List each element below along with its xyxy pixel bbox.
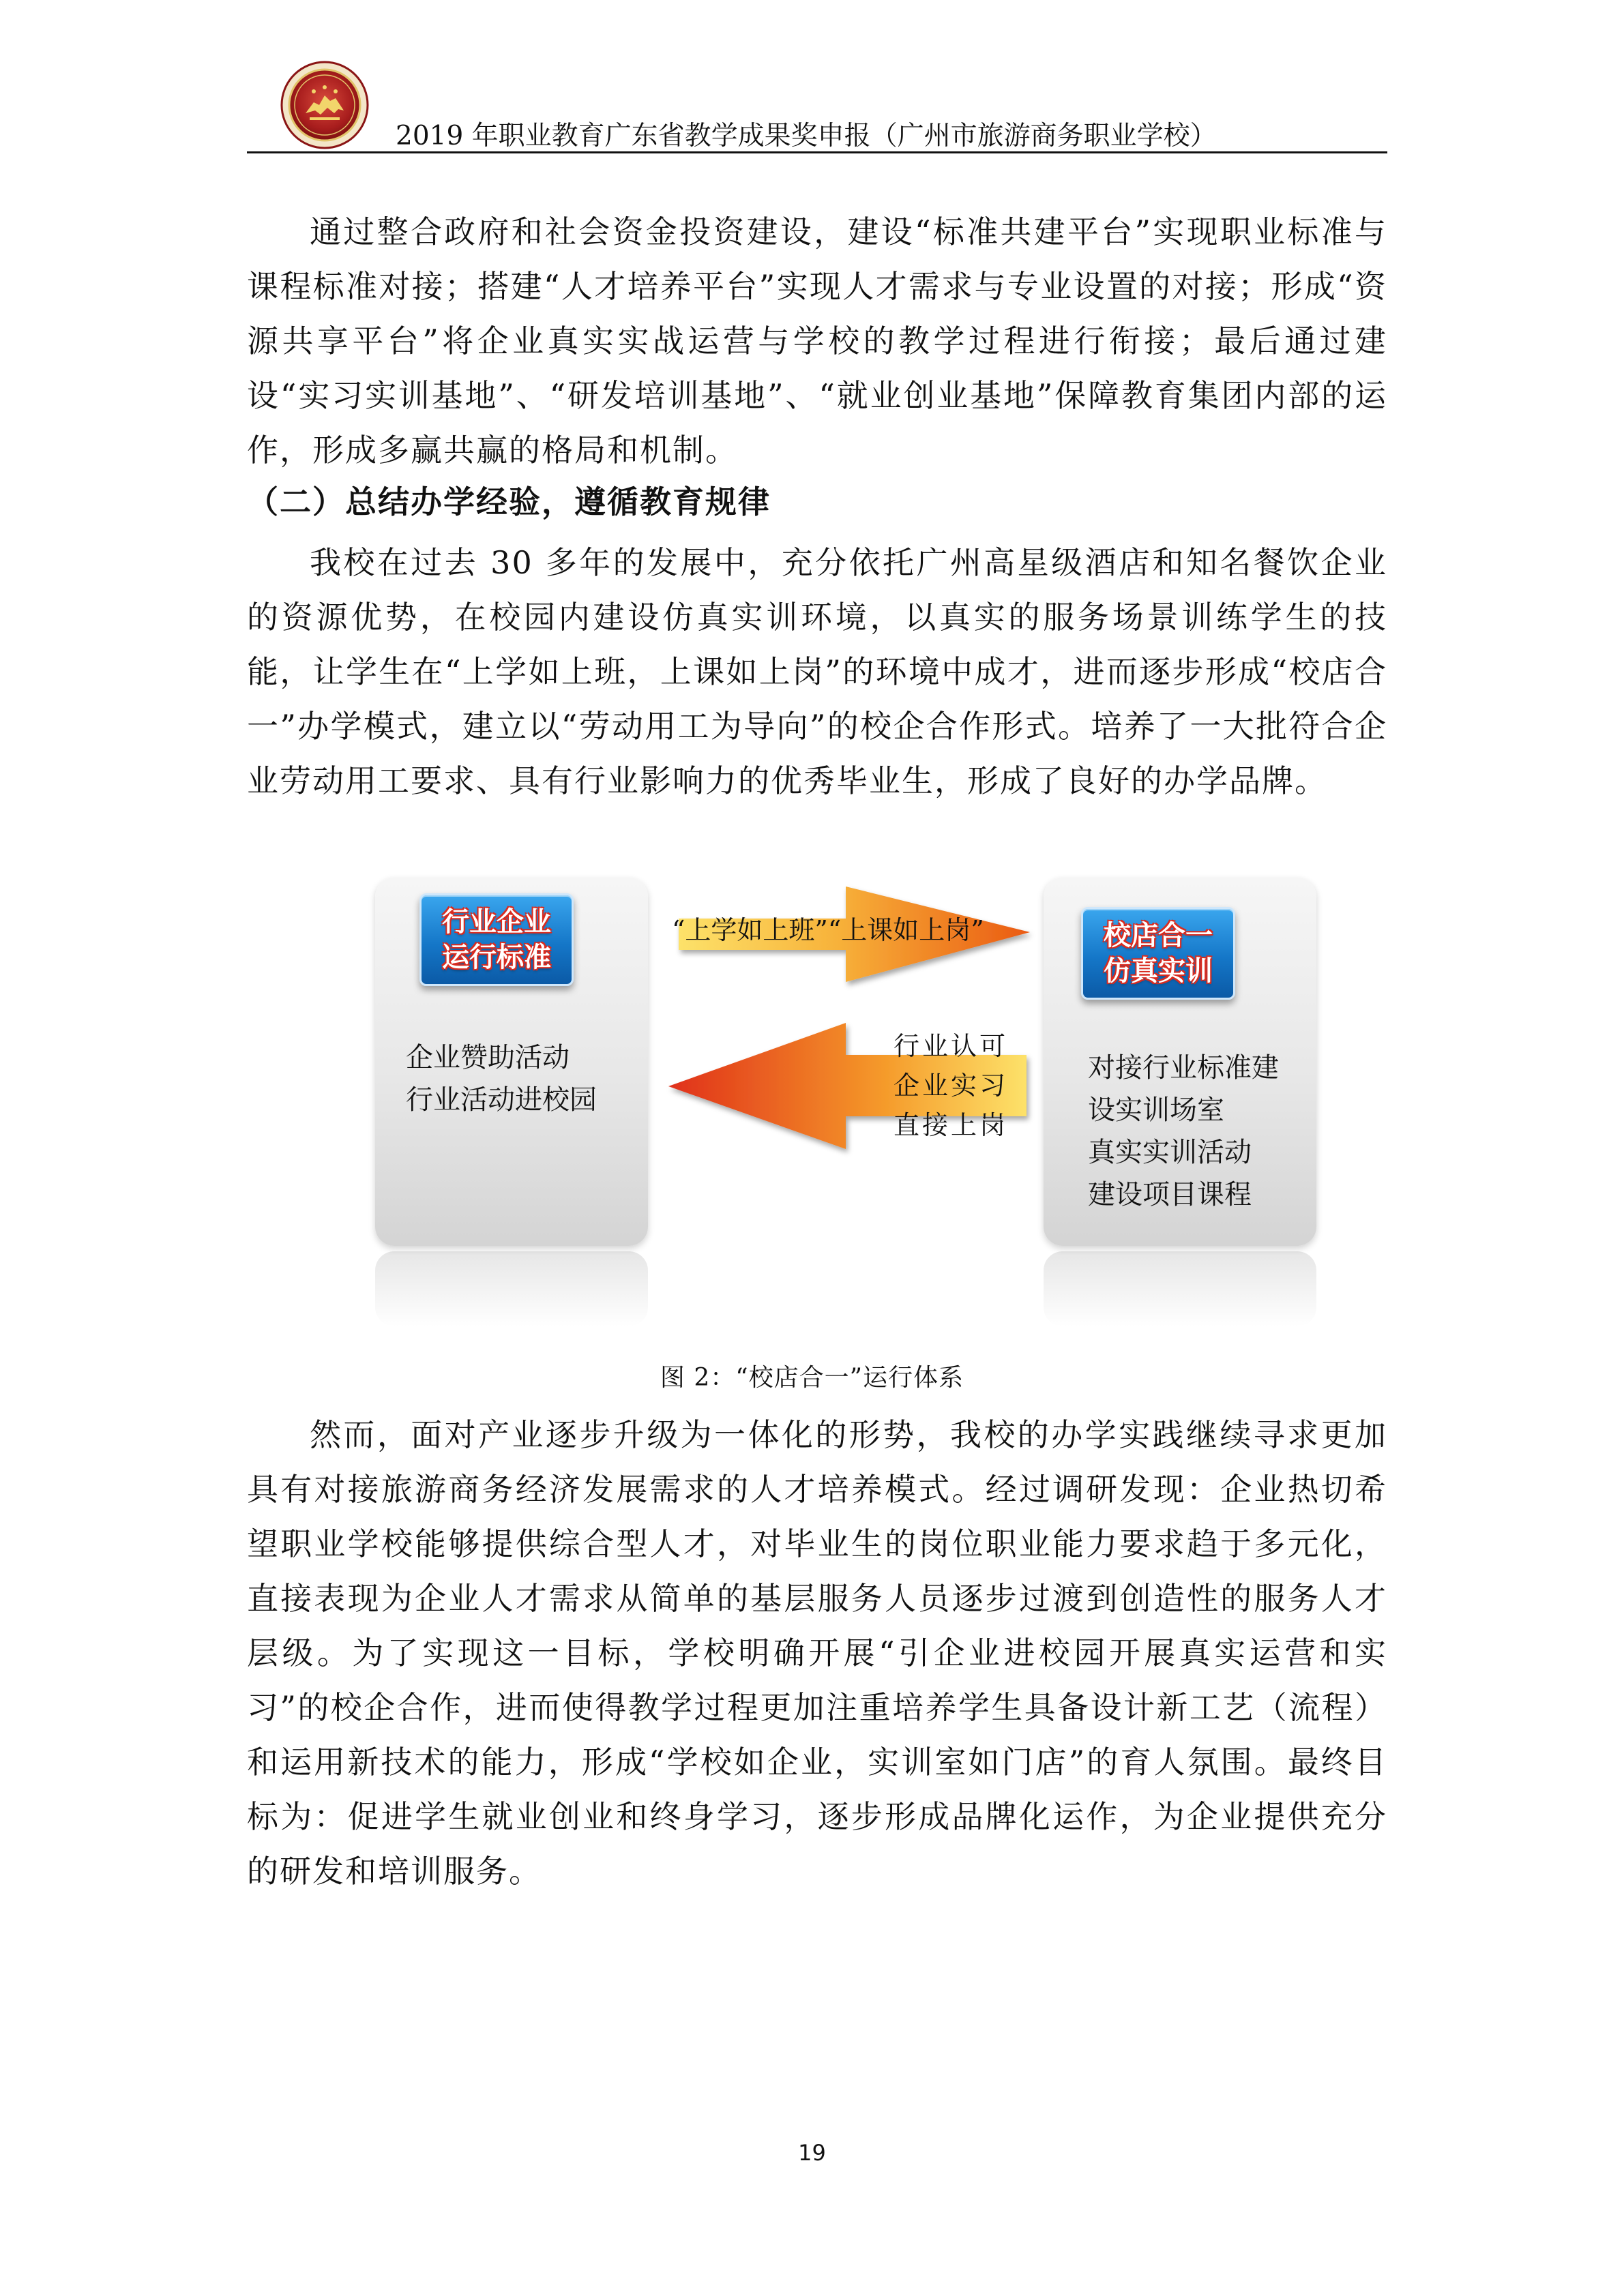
right-panel-line-1: 对接行业标准建 [1088,1052,1279,1084]
bottom-arrow-line-2: 企业实习 [894,1071,1009,1101]
bottom-arrow-line-3: 直接上岗 [894,1110,1009,1140]
left-badge [419,893,574,986]
paragraph-3 [247,1407,1387,1898]
right-badge-line-2: 仿真实训 [1104,955,1213,987]
paragraph-2-text: 我校在过去 30 多年的发展中，充分依托广州高星级酒店和知名餐饮企业的资源优势，在校园内建设仿真实训环境，以真实的服务场景训练学生的技能，让学生在“上学如上班，上课如上岗”的环境中成才，进而逐步形成“校店合一”办学模式，建立以“劳动用工为导向”的校企合作形式。培养了一大批符合企业劳动用工要求、具有行业影响力的优秀毕业生，形成了良好的办学品牌。 [247,544,1387,799]
paragraph-1-text: 通过整合政府和社会资金投资建设，建设“标准共建平台”实现职业标准与课程标准对接；搭建“人才培养平台”实现人才需求与专业设置的对接；形成“资源共享平台”将企业真实实战运营与学校的教学过程进行衔接；最后通过建设“实习实训基地”、“研发培训基地”、“就业创业基地”保障教育集团内部的运作，形成多赢共赢的格局和机制。 [247,213,1387,468]
right-panel-line-3: 真实实训活动 [1088,1137,1252,1168]
right-panel-line-2: 设实训场室 [1088,1094,1224,1126]
left-panel-line-1: 企业赞助活动 [406,1042,570,1073]
school-emblem-icon [280,60,370,150]
left-panel-text [406,1037,597,1121]
page-number: 19 [798,2140,826,2166]
section-heading: （二）总结办学经验，遵循教育规律 [247,483,771,520]
header-divider [247,151,1387,153]
top-arrow-label: “上学如上班”“上课如上岗” [672,915,984,945]
bottom-arrow-line-1: 行业认可 [894,1031,1009,1061]
figure-diagram [368,863,1337,1340]
right-panel-line-4: 建设项目课程 [1088,1179,1252,1210]
figure-caption: 图 2：“校店合一”运行体系 [660,1364,964,1392]
right-badge [1081,907,1235,1000]
bottom-arrow-label [894,1026,1008,1145]
page-header-title: 2019 年职业教育广东省教学成果奖申报（广州市旅游商务职业学校） [396,121,1217,151]
right-panel-text [1088,1047,1279,1216]
paragraph-2 [247,535,1387,808]
left-badge-line-1: 行业企业 [442,906,551,938]
paragraph-3-text: 然而，面对产业逐步升级为一体化的形势，我校的办学实践继续寻求更加具有对接旅游商务经济发展需求的人才培养模式。经过调研发现：企业热切希望职业学校能够提供综合型人才，对毕业生的岗位职业能力要求趋于多元化，直接表现为企业人才需求从简单的基层服务人员逐步过渡到创造性的服务人才层级。为了实现这一目标，学校明确开展“引企业进校园开展真实运营和实习”的校企合作，进而使得教学过程更加注重培养学生具备设计新工艺（流程）和运用新技术的能力，形成“学校如企业，实训室如门店”的育人氛围。最终目标为：促进学生就业创业和终身学习，逐步形成品牌化运作，为企业提供充分的研发和培训服务。 [247,1416,1387,1890]
right-badge-line-1: 校店合一 [1104,920,1213,951]
left-panel-line-2: 行业活动进校园 [406,1084,597,1116]
left-badge-line-2: 运行标准 [442,942,551,973]
paragraph-1 [247,205,1387,477]
